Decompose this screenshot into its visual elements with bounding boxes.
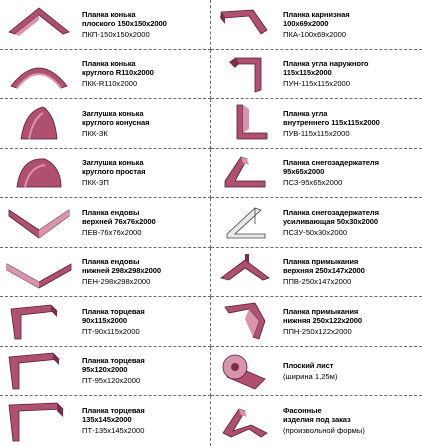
item-outer-corner-plank	[211, 50, 422, 100]
item-title: Планка примыкания нижняя 250x122x2000	[283, 306, 362, 325]
item-code: ПКК-ЗП	[82, 178, 109, 188]
item-code: ППВ-250x147x2000	[283, 277, 352, 287]
ridge-round-plank-icon	[0, 50, 78, 98]
item-cornice-plank	[211, 0, 422, 50]
item-code: ПЕВ-76x76x2000	[82, 227, 142, 237]
item-abutment-lower-plank	[211, 297, 422, 347]
item-title: Планка примыкания верхняя 250x147x2000	[283, 257, 365, 276]
item-gable-plank-95	[0, 347, 211, 397]
item-title: Планка ендовы нижней 298x298x2000	[82, 257, 162, 276]
item-code: ПУН-115x115x2000	[283, 79, 350, 89]
item-gable-plank-135	[0, 396, 211, 446]
inner-corner-plank-icon	[211, 99, 279, 147]
item-title: Планка угла наружного 115x115x2000	[283, 59, 369, 78]
item-ridge-round-plank	[0, 50, 211, 100]
outer-corner-plank-icon	[211, 50, 279, 98]
item-code: ПСЗ-95x65x2000	[283, 178, 343, 188]
custom-shaped-products-icon	[211, 397, 279, 445]
ridge-flat-plank-icon	[0, 0, 78, 48]
item-code: ПТ-90x115x2000	[82, 326, 140, 336]
item-title: Планка торцевая 135x145x2000	[82, 406, 145, 425]
item-code: (ширина 1,25м)	[283, 371, 338, 381]
item-flat-sheet	[211, 347, 422, 397]
abutment-upper-plank-icon	[211, 248, 279, 296]
item-code: ПКП-150x150x2000	[82, 29, 150, 39]
item-title: Заглушка конька круглого конусная	[82, 108, 150, 127]
gable-plank-90-icon	[0, 297, 78, 345]
item-code: ПКА-100x69x2000	[283, 29, 347, 39]
item-title: Заглушка конька круглого простая	[82, 158, 146, 177]
valley-upper-plank-icon	[0, 198, 78, 246]
snow-retainer-plank-icon	[211, 149, 279, 197]
item-title: Фасонные изделия под заказ	[283, 406, 351, 425]
item-title: Планка снегозадержателя усиливающая 50x30x2000	[283, 207, 379, 226]
gable-plank-95-icon	[0, 347, 78, 395]
item-ridge-cap-simple	[0, 149, 211, 199]
item-ridge-cap-cone	[0, 99, 211, 149]
ridge-cap-cone-icon	[0, 99, 78, 147]
item-valley-lower-plank	[0, 248, 211, 298]
item-code: ПСЗУ-50x30x2000	[283, 227, 348, 237]
item-title: Планка угла внутреннего 115x115x2000	[283, 108, 380, 127]
item-code: ПКК-ЗК	[82, 128, 108, 138]
item-title: Плоский лист	[283, 360, 334, 370]
item-code: ПУВ-115x115x2000	[283, 128, 350, 138]
item-code: ПТ-95x120x2000	[82, 376, 141, 386]
item-valley-upper-plank	[0, 198, 211, 248]
item-code: ПТ-135x145x2000	[82, 426, 145, 436]
item-gable-plank-90	[0, 297, 211, 347]
flat-sheet-roll-icon	[211, 347, 279, 395]
item-snow-retainer-plank	[211, 149, 422, 199]
item-inner-corner-plank	[211, 99, 422, 149]
item-title: Планка торцевая 90x115x2000	[82, 306, 145, 325]
item-code: ПЕН-298x298x2000	[82, 277, 151, 287]
item-abutment-upper-plank	[211, 248, 422, 298]
item-snow-retainer-reinforcing	[211, 198, 422, 248]
ridge-cap-simple-icon	[0, 149, 78, 197]
item-custom-shaped-products	[211, 396, 422, 446]
snow-retainer-reinforcing-icon	[211, 198, 279, 246]
item-code: (произвольной формы)	[283, 426, 365, 436]
abutment-lower-plank-icon	[211, 297, 279, 345]
valley-lower-plank-icon	[0, 248, 78, 296]
item-title: Планка торцевая 95x120x2000	[82, 356, 145, 375]
item-code: ПКК-R110x2000	[82, 79, 138, 89]
item-title: Планка конька плоского 150x150x2000	[82, 9, 167, 28]
gable-plank-135-icon	[0, 397, 78, 445]
cornice-plank-icon	[211, 0, 279, 48]
item-code: ППН-250x122x2000	[283, 326, 352, 336]
item-title: Планка ендовы верхней 76x76x2000	[82, 207, 156, 226]
item-title: Планка карнизная 100x69x2000	[283, 9, 350, 28]
item-ridge-flat-plank	[0, 0, 211, 50]
item-title: Планка снегозадержателя 95x65x2000	[283, 158, 379, 177]
item-title: Планка конька круглого R110x2000	[82, 59, 154, 78]
